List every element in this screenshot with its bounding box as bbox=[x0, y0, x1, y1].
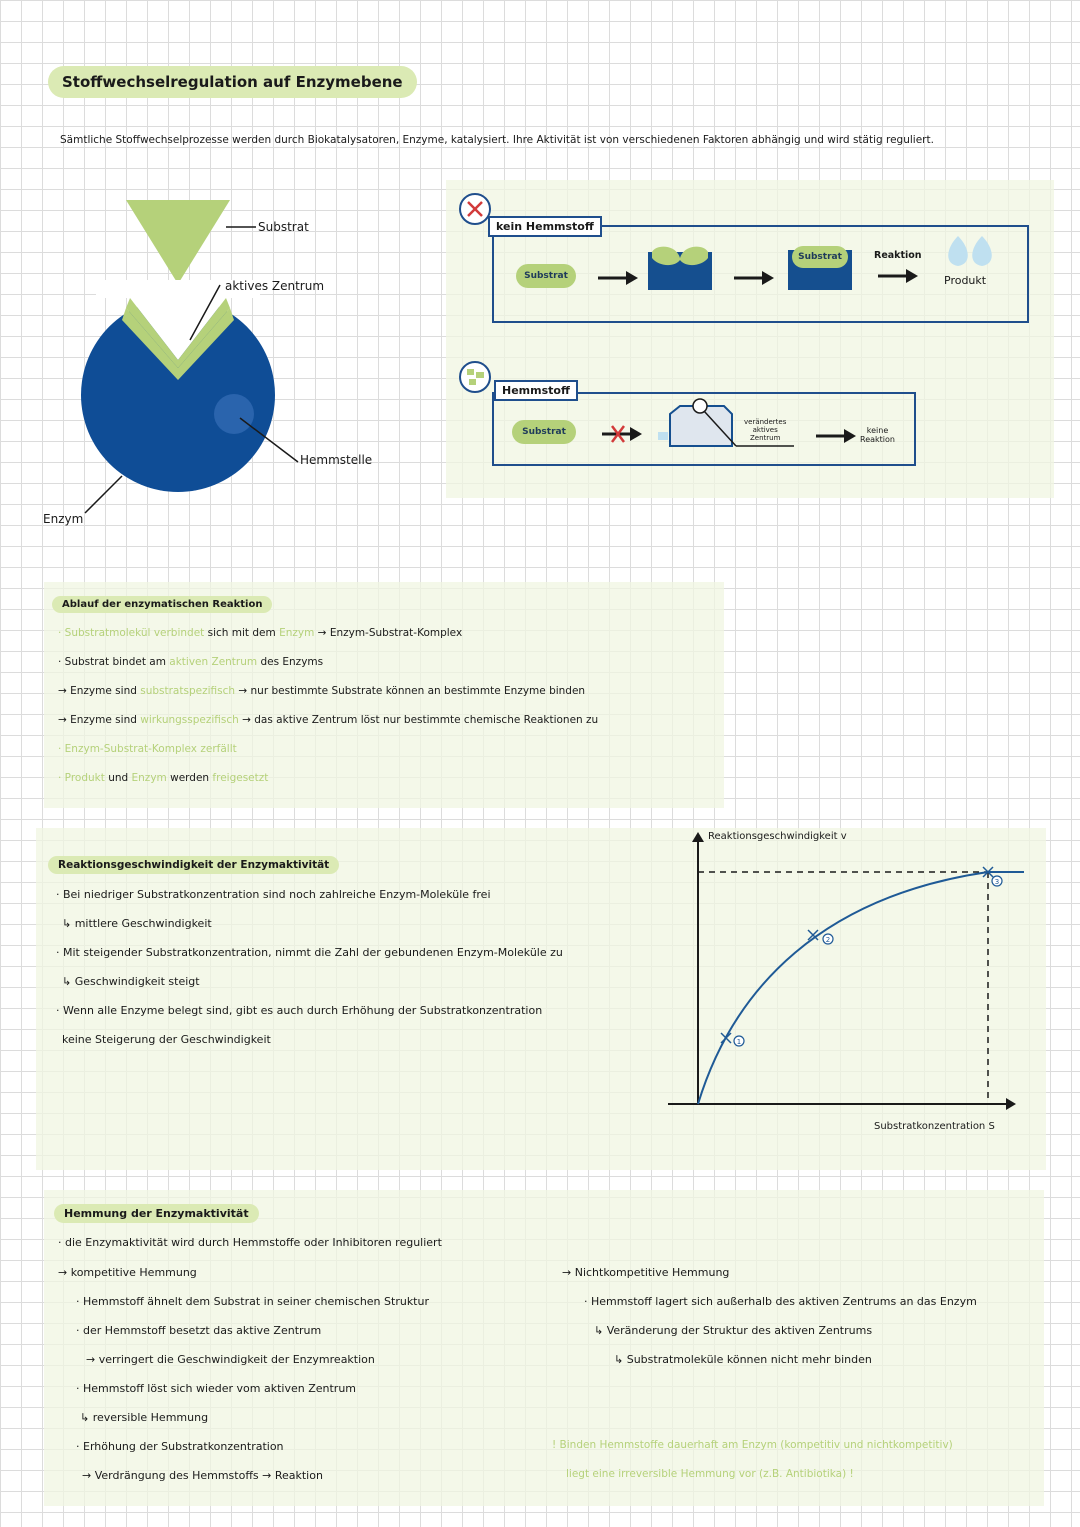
substrat-pill-1: Substrat bbox=[516, 264, 576, 288]
geschw-line-4: ↳ Geschwindigkeit steigt bbox=[62, 975, 200, 988]
ablauf-line-3: → Enzyme sind substratspezifisch → nur bestimmte Substrate können an bestimmte Enzyme binden bbox=[58, 685, 586, 697]
page-title: Stoffwechselregulation auf Enzymebene bbox=[48, 66, 417, 98]
arrow-icon bbox=[876, 266, 920, 286]
hemmung-right-2: · Hemmstoff lagert sich außerhalb des aktiven Zentrums an das Enzym bbox=[584, 1295, 977, 1308]
chart-xlabel: Substratkonzentration S bbox=[874, 1121, 995, 1132]
hemmung-line-3: · Hemmstoff ähnelt dem Substrat in seiner chemischen Struktur bbox=[76, 1295, 429, 1308]
substrate-triangle bbox=[126, 200, 230, 284]
hemmung-line-1: · die Enzymaktivität wird durch Hemmstoffe oder Inhibitoren reguliert bbox=[58, 1236, 442, 1249]
geschw-heading: Reaktionsgeschwindigkeit der Enzymaktivität bbox=[48, 856, 339, 874]
produkt-drops bbox=[942, 234, 998, 274]
hemmung-line-5: → verringert die Geschwindigkeit der Enzymreaktion bbox=[86, 1353, 375, 1366]
arrow-icon bbox=[814, 426, 858, 446]
hemmung-line-2: → kompetitive Hemmung bbox=[58, 1266, 197, 1279]
label-enzym: Enzym bbox=[43, 512, 84, 526]
ablauf-line-4: → Enzyme sind wirkungsspezifisch → das aktive Zentrum löst nur bestimmte chemische Reaktionen zu bbox=[58, 714, 599, 726]
hemmung-right-3: ↳ Veränderung der Struktur des aktiven Zentrums bbox=[594, 1324, 873, 1337]
geschw-line-1: · Bei niedriger Substratkonzentration sind noch zahlreiche Enzym-Moleküle frei bbox=[56, 888, 491, 901]
hemmung-line-8: · Erhöhung der Substratkonzentration bbox=[76, 1440, 284, 1453]
marker-label-3: 3 bbox=[994, 878, 1000, 886]
chart-ylabel: Reaktionsgeschwindigkeit v bbox=[708, 831, 847, 842]
label-reaktion: Reaktion bbox=[874, 250, 922, 261]
tag-kein-hemmstoff: kein Hemmstoff bbox=[488, 216, 602, 237]
hemmung-line-4: · der Hemmstoff besetzt das aktive Zentrum bbox=[76, 1324, 322, 1337]
tag-hemmstoff: Hemmstoff bbox=[494, 380, 578, 401]
enzyme-substrate-complex bbox=[646, 246, 716, 292]
geschw-line-3: · Mit steigender Substratkonzentration, nimmt die Zahl der gebundenen Enzym-Moleküle zu bbox=[56, 946, 563, 959]
ablauf-line-5: · Enzym-Substrat-Komplex zerfällt bbox=[58, 743, 237, 755]
substrat-pill-3: Substrat bbox=[512, 420, 576, 444]
marker-label-1: 1 bbox=[736, 1038, 742, 1046]
velocity-curve bbox=[698, 872, 1024, 1104]
label-keine-reaktion: keine Reaktion bbox=[860, 426, 895, 444]
enzyme-diagram bbox=[30, 180, 430, 540]
hemmung-right-4: ↳ Substratmoleküle können nicht mehr binden bbox=[614, 1353, 872, 1366]
arrow-icon bbox=[596, 268, 640, 288]
label-veraendert: verändertes aktives Zentrum bbox=[744, 418, 787, 442]
ablauf-line-2: · Substrat bindet am aktiven Zentrum des Enzyms bbox=[58, 656, 324, 668]
geschw-line-5: · Wenn alle Enzyme belegt sind, gibt es auch durch Erhöhung der Substratkonzentration bbox=[56, 1004, 543, 1017]
note-line-1: ! Binden Hemmstoffe dauerhaft am Enzym (kompetitiv und nichtkompetitiv) bbox=[552, 1439, 953, 1451]
hemmung-line-9: → Verdrängung des Hemmstoffs → Reaktion bbox=[82, 1469, 323, 1482]
blocked-arrow-icon bbox=[600, 424, 644, 444]
y-axis-arrow bbox=[692, 832, 704, 842]
geschw-line-6: keine Steigerung der Geschwindigkeit bbox=[62, 1033, 271, 1046]
hemmung-heading: Hemmung der Enzymaktivität bbox=[54, 1204, 259, 1223]
label-substrat: Substrat bbox=[258, 220, 309, 234]
hemmstelle-circle bbox=[214, 394, 254, 434]
note-line-2: liegt eine irreversible Hemmung vor (z.B. Antibiotika) ! bbox=[566, 1468, 854, 1480]
label-produkt: Produkt bbox=[944, 274, 987, 287]
hemmung-line-7: ↳ reversible Hemmung bbox=[80, 1411, 209, 1424]
marker-label-2: 2 bbox=[825, 936, 831, 944]
ablauf-line-6: · Produkt und Enzym werden freigesetzt bbox=[58, 772, 269, 784]
velocity-chart bbox=[664, 826, 1034, 1126]
x-axis-arrow bbox=[1006, 1098, 1016, 1110]
x-icon bbox=[458, 192, 492, 226]
hemmung-line-6: · Hemmstoff löst sich wieder vom aktiven Zentrum bbox=[76, 1382, 357, 1395]
substrat-pill-2: Substrat bbox=[792, 246, 848, 268]
label-aktives-zentrum: aktives Zentrum bbox=[225, 279, 325, 293]
geschw-line-2: ↳ mittlere Geschwindigkeit bbox=[62, 917, 212, 930]
ablauf-line-1: · Substratmolekül verbindet sich mit dem Enzym → Enzym-Substrat-Komplex bbox=[58, 627, 463, 639]
inhibitor-icon bbox=[458, 360, 492, 394]
label-hemmstelle: Hemmstelle bbox=[300, 453, 373, 467]
arrow-icon bbox=[732, 268, 776, 288]
ablauf-heading: Ablauf der enzymatischen Reaktion bbox=[52, 596, 272, 613]
hemmung-right-1: → Nichtkompetitive Hemmung bbox=[562, 1266, 730, 1279]
intro-text: Sämtliche Stoffwechselprozesse werden durch Biokatalysatoren, Enzyme, katalysiert. Ihre Aktivität ist von verschiedenen Faktoren abhängig und wird stätig reguliert. bbox=[60, 134, 934, 146]
